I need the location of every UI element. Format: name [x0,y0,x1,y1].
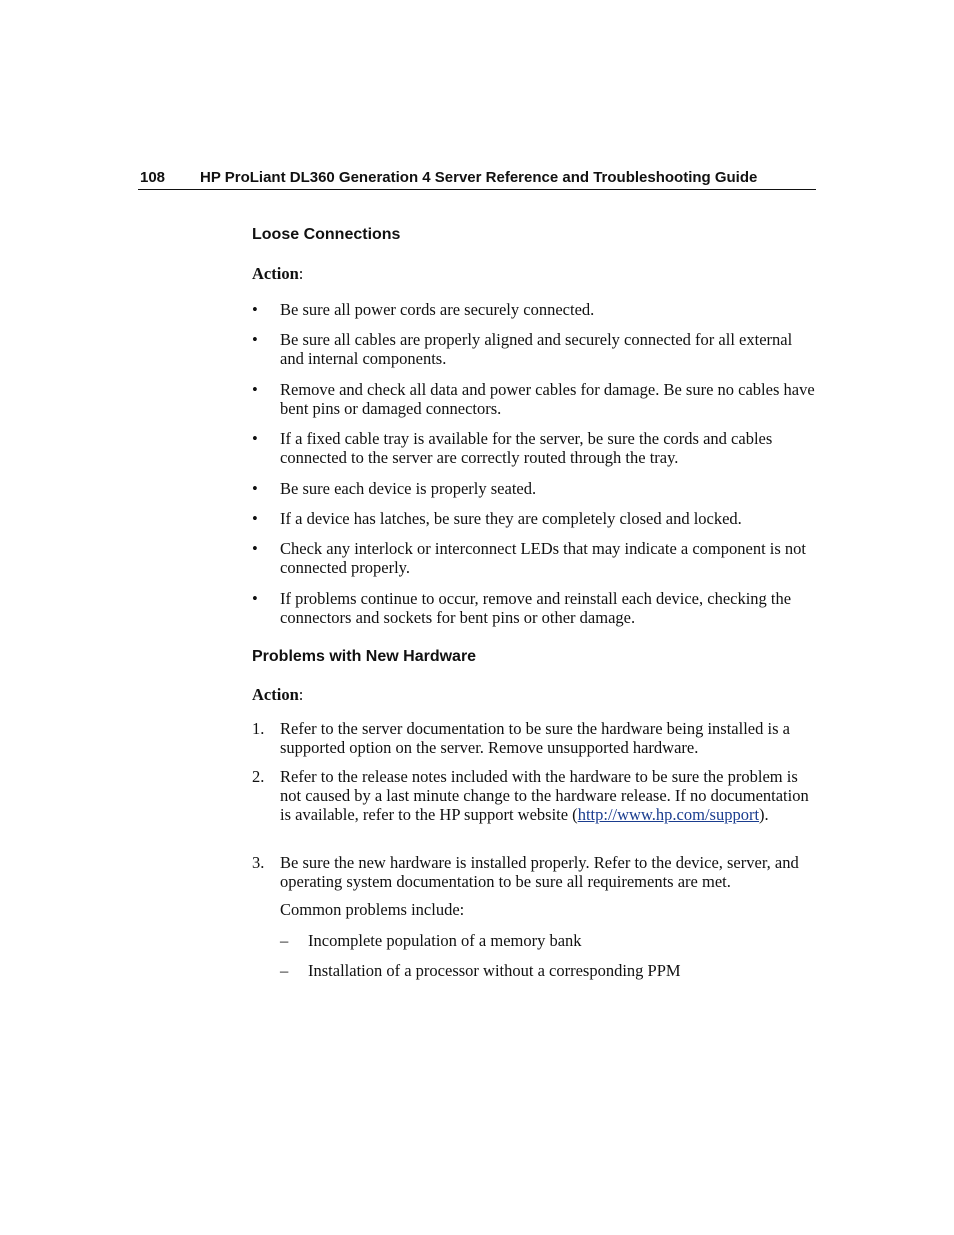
bullet-icon: • [252,380,258,399]
list-item [252,330,816,368]
list-item-text: Be sure each device is properly seated. [280,479,537,498]
list-item-text: If a device has latches, be sure they are completely closed and locked. [280,509,742,528]
action-label [252,685,303,705]
action-colon: : [298,685,304,704]
common-problems-intro: Common problems include: [280,900,465,919]
bullet-icon: • [252,479,258,498]
bullet-icon: • [252,509,258,528]
numbered-step [252,719,816,757]
list-item-text: Be sure all power cords are securely connected. [280,300,595,319]
running-header [138,168,816,190]
step-text-before-link: Refer to the release notes included with the hardware to be sure the problem is not caused by a last minute change to the hardware release. If no documentation is available, refer to the HP support website ( [280,767,809,824]
step-text-after-link: ). [759,805,769,824]
bullet-icon: • [252,539,258,558]
list-item [252,429,816,467]
action-label-text: Action [252,685,299,704]
list-item-text: Remove and check all data and power cables for damage. Be sure no cables have bent pins or damaged connectors. [280,380,815,418]
step-number: 2. [252,767,265,786]
dash-icon: – [280,931,289,950]
section-heading-problems-with-new-hardware: Problems with New Hardware [252,648,477,665]
dash-list-item-text: Incomplete population of a memory bank [308,931,582,950]
step-number: 3. [252,853,265,872]
step-number: 1. [252,719,265,738]
action-colon: : [298,264,304,283]
dash-list-item [280,931,582,950]
list-item [252,539,816,577]
action-label-text: Action [252,264,299,283]
step-text: Be sure the new hardware is installed properly. Refer to the device, server, and operating system documentation to be sure all requirements are met. [280,853,799,891]
list-item-text: If a fixed cable tray is available for the server, be sure the cords and cables connected to the server are correctly routed through the tray. [280,429,773,467]
bullet-icon: • [252,300,258,319]
list-item [252,380,816,418]
dash-list-item-text: Installation of a processor without a corresponding PPM [308,961,681,980]
list-item [252,589,816,627]
list-item-text: Check any interlock or interconnect LEDs that may indicate a component is not connected properly. [280,539,807,577]
list-item-text: If problems continue to occur, remove and reinstall each device, checking the connectors and sockets for bent pins or other damage. [280,589,792,627]
list-item-text: Be sure all cables are properly aligned and securely connected for all external and internal components. [280,330,793,368]
numbered-step [252,767,816,824]
numbered-step [252,853,816,891]
bullet-icon: • [252,589,258,608]
bullet-icon: • [252,429,258,448]
section-heading-loose-connections: Loose Connections [252,226,401,243]
step-text: Refer to the server documentation to be sure the hardware being installed is a supported option on the server. Remove unsupported hardware. [280,719,790,757]
document-title: HP ProLiant DL360 Generation 4 Server Reference and Troubleshooting Guide [200,169,758,186]
page-number: 108 [140,169,166,186]
dash-list-item [280,961,681,980]
step-text [280,767,816,824]
hp-support-link[interactable]: http://www.hp.com/support [577,805,760,824]
action-label [252,264,303,284]
dash-icon: – [280,961,289,980]
list-item [252,479,816,498]
bullet-icon: • [252,330,258,349]
list-item [252,509,816,528]
list-item [252,300,816,319]
